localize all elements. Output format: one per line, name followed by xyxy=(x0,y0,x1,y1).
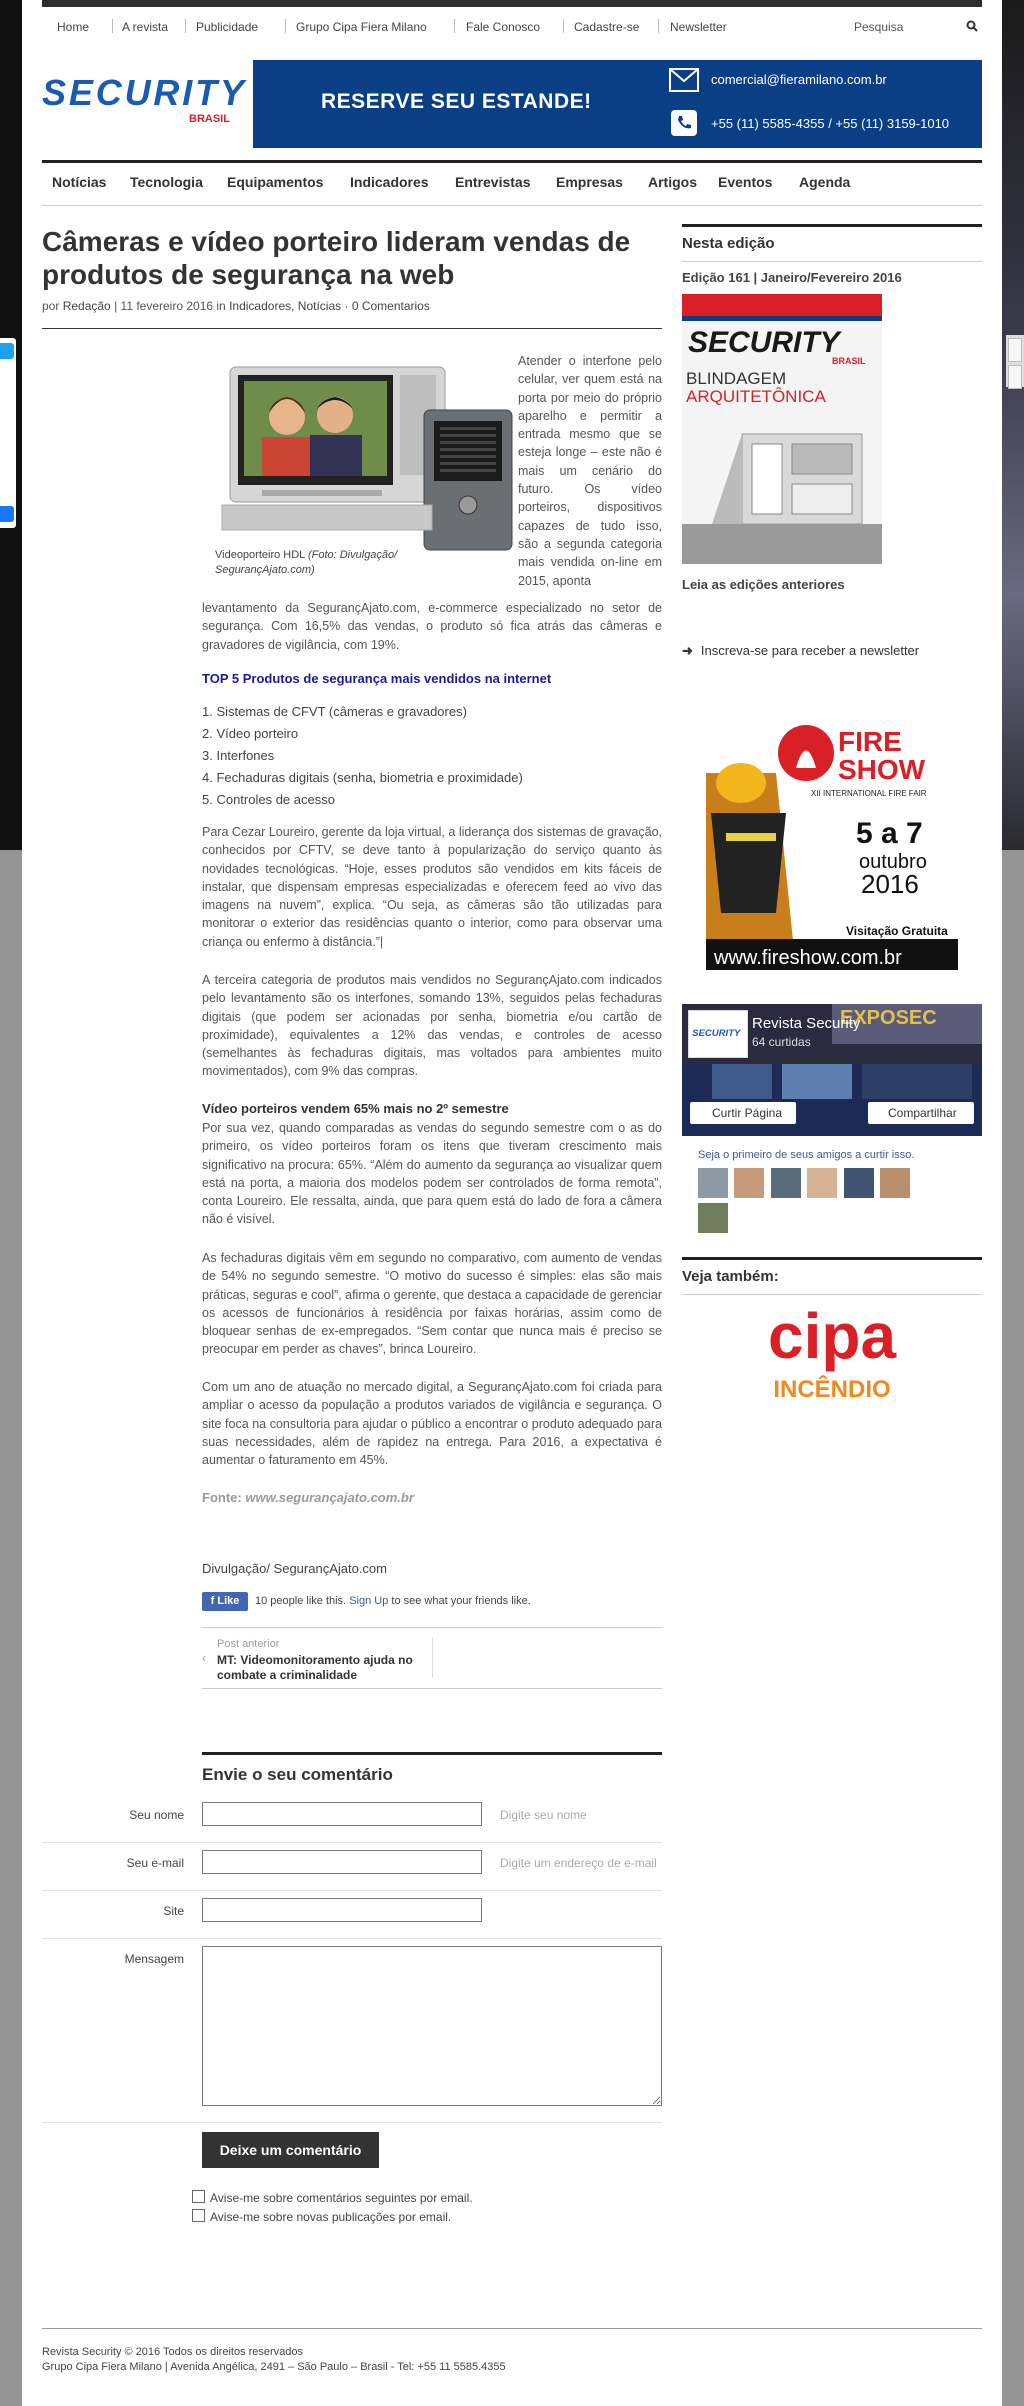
topnav-divider xyxy=(563,19,564,33)
previous-post-label: Post anterior xyxy=(217,1638,280,1650)
svg-text:2016: 2016 xyxy=(861,869,919,899)
fb-like-label: Like xyxy=(217,1595,240,1607)
source-link[interactable]: www.segurançajato.com.br xyxy=(245,1490,414,1505)
title-divider xyxy=(42,328,662,329)
top-bar xyxy=(42,0,982,7)
caption-title: Videoporteiro HDL xyxy=(215,549,305,561)
svg-text:XII INTERNATIONAL FIRE FAIR: XII INTERNATIONAL FIRE FAIR xyxy=(811,789,927,798)
sidebar-veja-tambem-heading: Veja também: xyxy=(682,1257,982,1295)
meta-prefix: por xyxy=(42,299,60,313)
article-meta: por Redação | 11 fevereiro 2016 in Indicadores, Notícias · 0 Comentarios xyxy=(42,299,430,313)
paragraph-about: Com um ano de atuação no mercado digital, a SegurançAjato.com foi criada para ampliar o acesso da população a produtos variados de vigilância e segurança. O site foca na consultoria para ajudar o público a encontrar o produto adequado para suas necessidades, além de rapidez na entrega. Para 2016, a expectativa é aumentar o faturamento em 45%. xyxy=(202,1380,662,1468)
svg-text:BLINDAGEM: BLINDAGEM xyxy=(686,369,787,388)
post-navigation xyxy=(202,1627,662,1689)
list-item: 4. Fechaduras digitais (senha, biometria e proximidade) xyxy=(202,770,523,785)
paragraph-videoporteiros: Por sua vez, quando comparadas as vendas do segundo semestre com o as do primeiro, os vídeo porteiros foram os itens que tiveram crescimento mais significativo na procura: 65%. “Além do aumento da segurança ao visualizar quem está na porta, a maioria dos modelos podem ser controlados de forma remota”, conta Loureiro. Ele ressalta, ainda, que para quem está do lado de fora a câmera não é visível. xyxy=(202,1121,662,1227)
paragraph-categories: A terceira categoria de produtos mais vendidos no SegurançAjato.com indicados pelo levantamento são os interfones, somando 13%, seguidos pelas fechaduras digitais (que podem ser acionadas por senha, biometria e/ou cartão de proximidade), equivalentes a 12% das vendas, e controles de acesso (semelhantes às fechaduras digitais, mas voltados para ambientes muito movimentados), com 9% das compras. xyxy=(202,973,662,1079)
name-hint: Digite seu nome xyxy=(500,1808,587,1822)
facebook-page-widget[interactable] xyxy=(682,1004,982,1136)
notify-comments-option[interactable] xyxy=(192,2190,473,2205)
email-label: Seu e-mail xyxy=(126,1856,184,1870)
topnav-divider xyxy=(454,19,455,33)
top-nav xyxy=(42,7,982,47)
nav-equipamentos[interactable]: Equipamentos xyxy=(227,174,324,190)
top5-list xyxy=(202,704,662,814)
svg-text:ARQUITETÔNICA: ARQUITETÔNICA xyxy=(686,387,826,406)
email-field[interactable] xyxy=(202,1850,482,1874)
nav-entrevistas[interactable]: Entrevistas xyxy=(455,174,531,190)
topnav-divider xyxy=(285,19,286,33)
svg-text:www.fireshow.com.br: www.fireshow.com.br xyxy=(714,947,902,969)
nav-noticias[interactable]: Notícias xyxy=(52,174,107,190)
top5-heading: TOP 5 Produtos de segurança mais vendidos na internet xyxy=(202,671,552,686)
fb-page-likes: 64 curtidas xyxy=(752,1035,811,1049)
edition-label: Edição 161 | Janeiro/Fevereiro 2016 xyxy=(682,270,902,285)
nav-empresas[interactable]: Empresas xyxy=(556,174,623,190)
topnav-divider xyxy=(658,19,659,33)
image-caption xyxy=(215,548,415,578)
sidebar-nesta-edicao-heading: Nesta edição xyxy=(682,224,982,262)
list-item: 5. Controles de acesso xyxy=(202,792,335,807)
list-item: 3. Interfones xyxy=(202,748,275,763)
fb-share-button[interactable] xyxy=(868,1102,974,1124)
notify-comments-label: Avise-me sobre comentários seguintes por email. xyxy=(210,2191,473,2205)
svg-text:FIRE: FIRE xyxy=(838,726,902,757)
mail-icon xyxy=(669,68,699,92)
intro-paragraph-continued: levantamento da SegurançAjato.com, e-commerce especializado no setor de segurança. Com 16,5% das vendas, o produto só fica atrás das câmeras e gravadores de vigilância, com 19%. xyxy=(202,601,662,652)
notify-posts-label: Avise-me sobre novas publicações por email. xyxy=(210,2210,452,2224)
notify-comments-checkbox[interactable] xyxy=(192,2190,205,2203)
fb-share-label: Compartilhar xyxy=(888,1106,957,1120)
message-row xyxy=(42,1938,662,2123)
svg-text:SECURITY: SECURITY xyxy=(42,72,244,113)
caption-credit: (Foto: Divulgação/ SegurançAjato.com) xyxy=(215,549,398,576)
fb-like-count: 10 people like this. xyxy=(255,1595,347,1607)
intro-paragraph: Atender o interfone pelo celular, ver quem está na porta por meio do próprio aparelho e permitir a entrada mesmo que se esteja longe – este não é mais um cenário do futuro. Os vídeo porteiros, dispositivos capazes de tudo isso, são a segunda categoria mais vendida on-line em 2015, aponta xyxy=(518,354,662,588)
paragraph-cezar: Para Cezar Loureiro, gerente da loja virtual, a liderança dos sistemas de gravação, conhecidos por CFTV, se deve tanto à popularização do serviço quanto às novidades tecnológicas. “Hoje, esses produtos são vendidos em kits fáceis de instalar, que dispensam empresas especializadas e oferecem feed ao vivo das imagens na nuvem”, explica. “Ou seja, as câmeras são tão utilizadas para monitorar o exterior das residências quanto o interior, como para observar uma criança ou enfermo à distância.”| xyxy=(202,825,662,949)
list-item: 1. Sistemas de CFVT (câmeras e gravadores) xyxy=(202,704,467,719)
photo-credit: Divulgação/ SegurançAjato.com xyxy=(202,1561,387,1576)
nav-eventos[interactable]: Eventos xyxy=(718,174,773,190)
fb-friends-text: Seja o primeiro de seus amigos a curtir isso. xyxy=(698,1149,915,1161)
comment-form-title: Envie o seu comentário xyxy=(202,1752,662,1785)
article-title: Câmeras e vídeo porteiro lideram vendas de produtos de segurança na web xyxy=(42,226,631,290)
right-edge-widget xyxy=(1006,335,1024,387)
cipa-incendio-logo[interactable] xyxy=(682,1300,982,1410)
fire-show-ad[interactable] xyxy=(706,713,958,970)
site-label: Site xyxy=(163,1904,184,1918)
submit-comment-button[interactable]: Deixe um comentário xyxy=(202,2132,379,2168)
message-textarea[interactable] xyxy=(202,1946,662,2106)
topnav-cadastre-se[interactable]: Cadastre-se xyxy=(574,20,640,34)
topnav-home[interactable]: Home xyxy=(57,20,90,34)
newsletter-signup[interactable] xyxy=(682,643,919,659)
right-widget-item[interactable] xyxy=(1008,338,1022,362)
svg-text:cipa: cipa xyxy=(767,1300,897,1372)
nav-indicadores[interactable]: Indicadores xyxy=(350,174,429,190)
fb-signup-link[interactable]: Sign Up xyxy=(349,1595,389,1607)
banner-headline: RESERVE SEU ESTANDE! xyxy=(321,90,592,113)
avatar[interactable] xyxy=(844,1168,874,1198)
source-label: Fonte: xyxy=(202,1490,242,1505)
list-item: 2. Vídeo porteiro xyxy=(202,726,299,741)
svg-text:EXPOSEC: EXPOSEC xyxy=(840,1007,937,1029)
source-line xyxy=(202,1490,414,1505)
meta-categories[interactable]: Indicadores, Notícias xyxy=(229,299,342,313)
search-input[interactable]: Pesquisa xyxy=(854,20,904,34)
name-field[interactable] xyxy=(202,1802,482,1826)
footer-copyright: Revista Security © 2016 Todos os direitos reservados xyxy=(42,2346,304,2358)
fb-like-page-label: Curtir Página xyxy=(712,1106,783,1120)
nav-artigos[interactable]: Artigos xyxy=(648,174,697,190)
facebook-share-icon[interactable] xyxy=(0,506,14,522)
fb-page-name[interactable]: Revista Security xyxy=(752,1015,861,1032)
fb-friend-faces xyxy=(698,1168,938,1202)
svg-text:BRASIL: BRASIL xyxy=(189,113,230,125)
message-label: Mensagem xyxy=(124,1952,184,1966)
banner-email[interactable]: comercial@fieramilano.com.br xyxy=(711,72,887,87)
footer-divider xyxy=(42,2328,982,2329)
site-field[interactable] xyxy=(202,1898,482,1922)
phone-icon xyxy=(669,108,699,138)
svg-text:INCÊNDIO: INCÊNDIO xyxy=(773,1376,891,1403)
fb-like-page-button[interactable] xyxy=(690,1102,796,1124)
notify-posts-option[interactable] xyxy=(192,2209,451,2224)
svg-text:Visitação Gratuita: Visitação Gratuita xyxy=(846,924,948,938)
facebook-like-button[interactable] xyxy=(202,1592,248,1611)
name-row xyxy=(42,1794,662,1843)
page-container xyxy=(22,0,1002,2406)
ad-banner[interactable] xyxy=(253,60,982,148)
topnav-divider xyxy=(112,19,113,33)
topnav-newsletter[interactable]: Newsletter xyxy=(670,20,727,34)
banner-ad-area[interactable] xyxy=(261,60,653,148)
section-heading: Vídeo porteiros vendem 65% mais no 2º semestre xyxy=(202,1101,509,1116)
twitter-share-icon[interactable] xyxy=(0,343,14,359)
older-editions-link[interactable]: Leia as edições anteriores xyxy=(682,577,845,592)
avatar[interactable] xyxy=(698,1203,728,1233)
avatar[interactable] xyxy=(880,1168,910,1198)
main-nav xyxy=(42,160,982,206)
fb-icon: f xyxy=(210,1595,218,1607)
meta-author[interactable]: Redação xyxy=(62,299,111,313)
facebook-like-text xyxy=(255,1595,531,1607)
arrow-right-icon: ➜ xyxy=(682,643,693,658)
footer-address: Grupo Cipa Fiera Milano | Avenida Angélica, 2491 – São Paulo – Brasil - Tel: +55 11 5585.4355 xyxy=(42,2361,506,2373)
email-row xyxy=(42,1842,662,1891)
banner-phones: +55 (11) 5585-4355 / +55 (11) 3159-1010 xyxy=(711,116,950,131)
fb-like-tail: to see what your friends like. xyxy=(391,1595,531,1607)
social-share-float xyxy=(0,338,16,528)
notify-posts-checkbox[interactable] xyxy=(192,2209,205,2222)
security-brasil-logo[interactable] xyxy=(42,70,247,130)
email-hint: Digite um endereço de e-mail xyxy=(500,1856,657,1870)
avatar[interactable] xyxy=(698,1168,728,1198)
topnav-grupo-cipa[interactable]: Grupo Cipa Fiera Milano xyxy=(296,20,427,34)
search-box[interactable] xyxy=(852,16,982,38)
paragraph-fechaduras: As fechaduras digitais vêm em segundo no comparativo, com aumento de vendas de 54% no segundo semestre. “O motivo do sucesso é simples: elas são mais práticas, seguras e cool”, afirma o gerente, que destaca a capacidade de gerenciar os acessos de funcionários à residência por faixas horárias, assim como de bloquear senhas de ex-empregados. “Sem contar que nunca mais é preciso se preocupar em perder as chaves”, brinca Loureiro. xyxy=(202,1251,662,1357)
previous-post-link[interactable]: MT: Videomonitoramento ajuda no combate a criminalidade xyxy=(217,1653,413,1682)
svg-text:SECURITY: SECURITY xyxy=(692,1027,741,1039)
fb-page-thumbnail[interactable] xyxy=(688,1010,748,1058)
topnav-fale-conosco[interactable]: Fale Conosco xyxy=(466,20,541,34)
name-label: Seu nome xyxy=(129,1808,184,1822)
magazine-cover[interactable] xyxy=(682,294,882,564)
svg-text:BRASIL: BRASIL xyxy=(832,356,866,366)
svg-text:SHOW: SHOW xyxy=(838,754,926,785)
meta-comments[interactable]: 0 Comentarios xyxy=(351,299,430,313)
chevron-left-icon: ‹ xyxy=(202,1651,206,1665)
meta-in: in xyxy=(216,299,226,313)
svg-text:SECURITY: SECURITY xyxy=(688,326,840,359)
right-widget-item[interactable] xyxy=(1008,365,1022,389)
avatar[interactable] xyxy=(771,1168,801,1198)
background-right xyxy=(1002,0,1024,850)
topnav-divider xyxy=(185,19,186,33)
svg-text:outubro: outubro xyxy=(859,851,927,873)
footer xyxy=(42,2345,506,2375)
postnav-divider xyxy=(432,1638,433,1678)
facebook-like-widget xyxy=(202,1592,662,1612)
nav-tecnologia[interactable]: Tecnologia xyxy=(130,174,203,190)
avatar[interactable] xyxy=(807,1168,837,1198)
nav-agenda[interactable]: Agenda xyxy=(799,174,851,190)
avatar[interactable] xyxy=(734,1168,764,1198)
newsletter-signup-label[interactable]: Inscreva-se para receber a newsletter xyxy=(700,643,920,658)
site-row xyxy=(42,1890,662,1939)
topnav-revista[interactable]: A revista xyxy=(122,20,169,34)
meta-date: 11 fevereiro 2016 xyxy=(120,299,214,313)
search-icon[interactable] xyxy=(966,20,978,32)
topnav-publicidade[interactable]: Publicidade xyxy=(196,20,259,34)
svg-text:5 a 7: 5 a 7 xyxy=(856,817,923,850)
